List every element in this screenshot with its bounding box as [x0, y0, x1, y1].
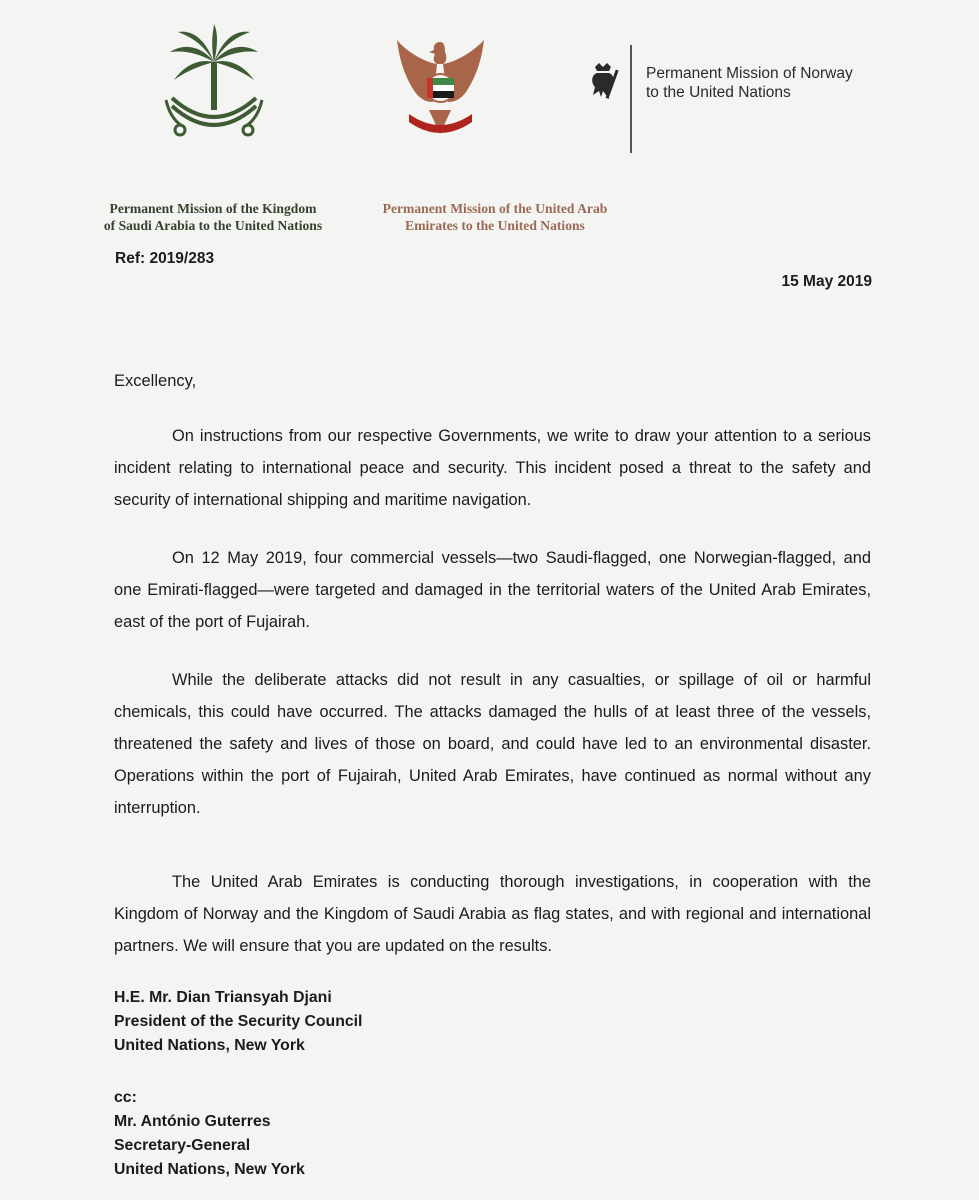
cc-line: Secretary-General [114, 1137, 251, 1154]
saudi-palm-swords-emblem-icon [160, 22, 268, 147]
norway-mission-heading [646, 64, 966, 102]
addressee-line: United Nations, New York [114, 1037, 305, 1054]
body-paragraph: On instructions from our respective Governments, we write to draw your attention to a serious incident relating to international peace and security. This incident posed a threat to the safety and security of international shipping and maritime navigation. [114, 427, 871, 509]
salutation: Excellency, [114, 372, 197, 390]
header-divider [630, 45, 632, 153]
saudi-mission-caption [88, 200, 338, 234]
addressee-block [114, 986, 362, 1058]
reference-number: Ref: 2019/283 [115, 250, 215, 267]
norway-mission-line: to the United Nations [646, 84, 791, 101]
cc-line: cc: [114, 1089, 137, 1106]
body-paragraph: The United Arab Emirates is conducting thorough investigations, in cooperation with the Kingdom of Norway and the Kingdom of Saudi Arabia as flag states, and with regional and international partners. We will ensure that you are updated on the results. [114, 873, 871, 955]
body-paragraph: While the deliberate attacks did not result in any casualties, or spillage of oil or harmful chemicals, this could have occurred. The attacks damaged the hulls of at least three of the vessels, threatened the safety and lives of those on board, and could have led to an environmental disaster. Operations within the port of Fujairah, United Arab Emirates, have continued as normal without any interruption. [114, 671, 871, 817]
uae-mission-line: Permanent Mission of the United Arab [382, 201, 608, 216]
uae-falcon-emblem-icon [393, 36, 488, 142]
cc-block [114, 1086, 305, 1182]
saudi-mission-line: Permanent Mission of the Kingdom [109, 201, 317, 216]
body-paragraph: On 12 May 2019, four commercial vessels—two Saudi-flagged, one Norwegian-flagged, and one Emirati-flagged—were targeted and damaged in the territorial waters of the United Arab Emirates, east of the port of Fujairah. [114, 549, 871, 631]
cc-line: United Nations, New York [114, 1161, 305, 1178]
addressee-line: President of the Security Council [114, 1013, 363, 1030]
uae-mission-caption [355, 200, 635, 234]
norway-lion-emblem-icon [587, 61, 619, 103]
cc-line: Mr. António Guterres [114, 1113, 271, 1130]
norway-mission-line: Permanent Mission of Norway [646, 65, 853, 82]
addressee-line: H.E. Mr. Dian Triansyah Djani [114, 989, 332, 1006]
letter-date: 15 May 2019 [781, 273, 872, 290]
saudi-mission-line: of Saudi Arabia to the United Nations [103, 218, 323, 233]
uae-mission-line: Emirates to the United Nations [405, 218, 585, 233]
